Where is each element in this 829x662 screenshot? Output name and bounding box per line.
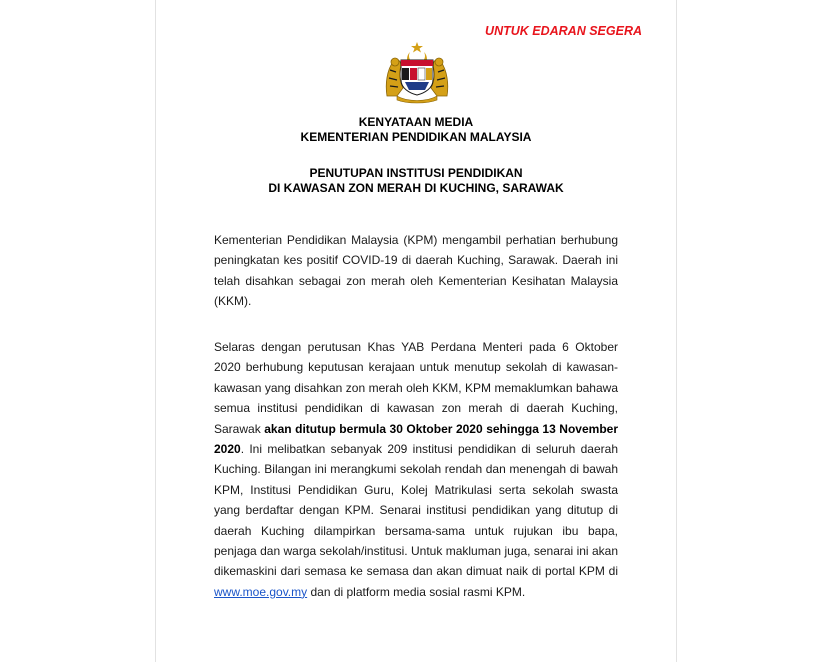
header-line-2: KEMENTERIAN PENDIDIKAN MALAYSIA [300, 130, 532, 144]
document-page [155, 0, 677, 662]
paragraph-2-text-b: . Ini melibatkan sebanyak 209 institusi pendidikan di seluruh daerah Kuching. Bilangan ini merangkumi sekolah rendah dan menengah di bawah KPM, Institusi Pendidikan Guru, Kolej Matrikulasi serta sekolah swasta yang berdaftar dengan KPM. Senarai institusi pendidikan yang ditutup di daerah Kuching dilampirkan bersama-sama untuk rujukan ibu bapa, penjaga dan warga sekolah/institusi. Untuk makluman juga, senarai ini akan dikemaskini dari semasa ke semasa dan akan dimuat naik di portal KPM di [214, 442, 618, 579]
paragraph-2 [214, 337, 618, 602]
statement-header [156, 115, 676, 145]
urgent-label: UNTUK EDARAN SEGERA [485, 24, 642, 38]
paragraph-2-text-c: dan di platform media sosial rasmi KPM. [307, 584, 526, 599]
header-line-1: KENYATAAN MEDIA [358, 115, 474, 129]
paragraph-1: Kementerian Pendidikan Malaysia (KPM) mengambil perhatian berhubung peningkatan kes positif COVID-19 di daerah Kuching, Sarawak. Daerah ini telah disahkan sebagai zon merah oleh Kementerian Kesihatan Malaysia (KKM). [214, 233, 618, 309]
coat-of-arms-icon [383, 40, 451, 104]
closure-dates-bold: akan ditutup bermula 30 Oktober 2020 sehingga 13 November 2020 [214, 421, 618, 457]
statement-title [156, 166, 676, 196]
paragraph-2-text-a: Selaras dengan perutusan Khas YAB Perdana Menteri pada 6 Oktober 2020 berhubung keputusan kerajaan untuk menutup sekolah di kawasan-kawasan yang disahkan zon merah oleh KKM, KPM memaklumkan bahawa semua institusi pendidikan di kawasan zon merah di daerah Kuching, Sarawak [214, 340, 618, 436]
moe-portal-link[interactable]: www.moe.gov.my [214, 584, 308, 599]
title-line-2: DI KAWASAN ZON MERAH DI KUCHING, SARAWAK [268, 181, 564, 195]
title-line-1: PENUTUPAN INSTITUSI PENDIDIKAN [309, 166, 523, 180]
